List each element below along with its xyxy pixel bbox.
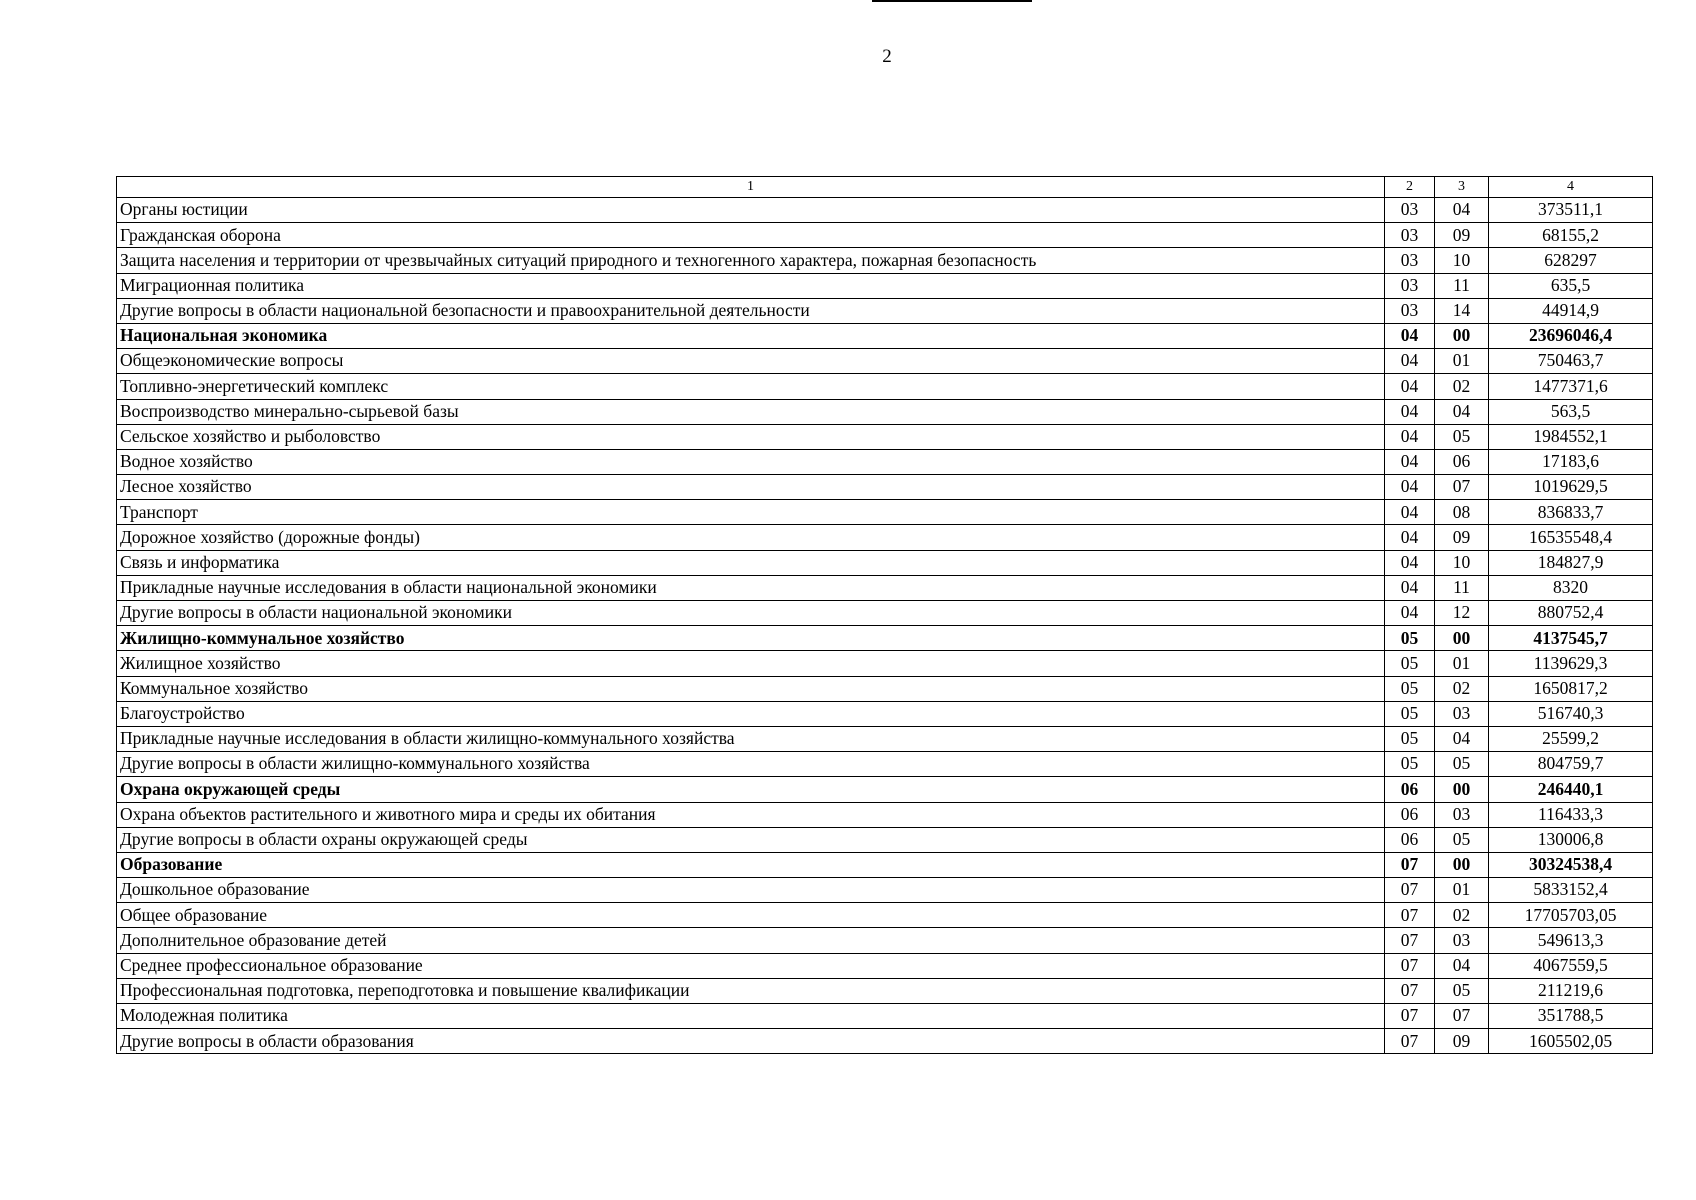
row-podrazdel-cell: 09 <box>1435 223 1489 248</box>
row-podrazdel-cell: 05 <box>1435 978 1489 1003</box>
row-name-cell: Другие вопросы в области национальной экономики <box>117 601 1385 626</box>
row-podrazdel-cell: 01 <box>1435 651 1489 676</box>
row-name-cell: Коммунальное хозяйство <box>117 676 1385 701</box>
row-podrazdel-cell: 11 <box>1435 273 1489 298</box>
row-razdel-cell: 06 <box>1385 827 1435 852</box>
row-name-cell: Водное хозяйство <box>117 449 1385 474</box>
row-amount-cell: 44914,9 <box>1489 298 1653 323</box>
row-amount-cell: 804759,7 <box>1489 752 1653 777</box>
row-name-cell: Дошкольное образование <box>117 878 1385 903</box>
row-podrazdel-cell: 10 <box>1435 550 1489 575</box>
row-podrazdel-cell: 09 <box>1435 525 1489 550</box>
row-podrazdel-cell: 02 <box>1435 676 1489 701</box>
table-row <box>117 928 1653 953</box>
row-podrazdel-cell: 04 <box>1435 726 1489 751</box>
table-row <box>117 802 1653 827</box>
table-row <box>117 575 1653 600</box>
row-razdel-cell: 05 <box>1385 651 1435 676</box>
row-razdel-cell: 04 <box>1385 449 1435 474</box>
row-amount-cell: 68155,2 <box>1489 223 1653 248</box>
row-razdel-cell: 04 <box>1385 349 1435 374</box>
row-name-cell: Общеэкономические вопросы <box>117 349 1385 374</box>
row-razdel-cell: 06 <box>1385 777 1435 802</box>
row-podrazdel-cell: 03 <box>1435 802 1489 827</box>
table-row <box>117 323 1653 348</box>
row-amount-cell: 628297 <box>1489 248 1653 273</box>
row-amount-cell: 4137545,7 <box>1489 626 1653 651</box>
row-amount-cell: 130006,8 <box>1489 827 1653 852</box>
row-podrazdel-cell: 01 <box>1435 349 1489 374</box>
row-razdel-cell: 05 <box>1385 701 1435 726</box>
table-row <box>117 953 1653 978</box>
row-razdel-cell: 06 <box>1385 802 1435 827</box>
row-podrazdel-cell: 02 <box>1435 903 1489 928</box>
row-podrazdel-cell: 09 <box>1435 1029 1489 1054</box>
table-row <box>117 903 1653 928</box>
table-row <box>117 777 1653 802</box>
row-name-cell: Профессиональная подготовка, переподготовка и повышение квалификации <box>117 978 1385 1003</box>
row-amount-cell: 17183,6 <box>1489 449 1653 474</box>
row-amount-cell: 750463,7 <box>1489 349 1653 374</box>
row-name-cell: Благоустройство <box>117 701 1385 726</box>
row-razdel-cell: 07 <box>1385 1029 1435 1054</box>
row-razdel-cell: 05 <box>1385 752 1435 777</box>
row-podrazdel-cell: 00 <box>1435 852 1489 877</box>
row-amount-cell: 1984552,1 <box>1489 424 1653 449</box>
row-amount-cell: 1650817,2 <box>1489 676 1653 701</box>
row-razdel-cell: 04 <box>1385 550 1435 575</box>
row-amount-cell: 8320 <box>1489 575 1653 600</box>
table-row <box>117 298 1653 323</box>
row-amount-cell: 880752,4 <box>1489 601 1653 626</box>
row-amount-cell: 16535548,4 <box>1489 525 1653 550</box>
row-name-cell: Молодежная политика <box>117 1004 1385 1029</box>
table-row <box>117 273 1653 298</box>
row-razdel-cell: 03 <box>1385 273 1435 298</box>
row-razdel-cell: 04 <box>1385 500 1435 525</box>
row-amount-cell: 17705703,05 <box>1489 903 1653 928</box>
table-row <box>117 752 1653 777</box>
row-podrazdel-cell: 03 <box>1435 701 1489 726</box>
table-row <box>117 978 1653 1003</box>
row-razdel-cell: 04 <box>1385 475 1435 500</box>
row-razdel-cell: 04 <box>1385 374 1435 399</box>
row-name-cell: Национальная экономика <box>117 323 1385 348</box>
row-name-cell: Лесное хозяйство <box>117 475 1385 500</box>
row-amount-cell: 4067559,5 <box>1489 953 1653 978</box>
row-amount-cell: 1139629,3 <box>1489 651 1653 676</box>
row-razdel-cell: 03 <box>1385 198 1435 223</box>
column-header-3: 3 <box>1435 177 1489 198</box>
row-podrazdel-cell: 07 <box>1435 1004 1489 1029</box>
row-name-cell: Охрана объектов растительного и животного мира и среды их обитания <box>117 802 1385 827</box>
row-name-cell: Общее образование <box>117 903 1385 928</box>
row-razdel-cell: 04 <box>1385 323 1435 348</box>
table-row <box>117 550 1653 575</box>
row-name-cell: Транспорт <box>117 500 1385 525</box>
table-row <box>117 223 1653 248</box>
row-amount-cell: 516740,3 <box>1489 701 1653 726</box>
column-header-4: 4 <box>1489 177 1653 198</box>
row-razdel-cell: 07 <box>1385 878 1435 903</box>
row-razdel-cell: 07 <box>1385 1004 1435 1029</box>
table-row <box>117 1004 1653 1029</box>
row-podrazdel-cell: 12 <box>1435 601 1489 626</box>
table-row <box>117 500 1653 525</box>
row-podrazdel-cell: 04 <box>1435 399 1489 424</box>
table-row <box>117 626 1653 651</box>
table-row <box>117 852 1653 877</box>
table-row <box>117 374 1653 399</box>
row-podrazdel-cell: 07 <box>1435 475 1489 500</box>
row-name-cell: Защита населения и территории от чрезвычайных ситуаций природного и техногенного характера, пожарная безопасность <box>117 248 1385 273</box>
row-podrazdel-cell: 03 <box>1435 928 1489 953</box>
row-name-cell: Охрана окружающей среды <box>117 777 1385 802</box>
row-name-cell: Жилищно-коммунальное хозяйство <box>117 626 1385 651</box>
row-razdel-cell: 05 <box>1385 676 1435 701</box>
row-amount-cell: 836833,7 <box>1489 500 1653 525</box>
table-row <box>117 475 1653 500</box>
row-razdel-cell: 07 <box>1385 852 1435 877</box>
row-name-cell: Миграционная политика <box>117 273 1385 298</box>
row-amount-cell: 184827,9 <box>1489 550 1653 575</box>
row-razdel-cell: 07 <box>1385 978 1435 1003</box>
row-amount-cell: 351788,5 <box>1489 1004 1653 1029</box>
row-podrazdel-cell: 11 <box>1435 575 1489 600</box>
row-podrazdel-cell: 06 <box>1435 449 1489 474</box>
row-podrazdel-cell: 05 <box>1435 827 1489 852</box>
row-name-cell: Прикладные научные исследования в области национальной экономики <box>117 575 1385 600</box>
row-podrazdel-cell: 08 <box>1435 500 1489 525</box>
row-amount-cell: 1019629,5 <box>1489 475 1653 500</box>
row-name-cell: Воспроизводство минерально-сырьевой базы <box>117 399 1385 424</box>
row-razdel-cell: 04 <box>1385 575 1435 600</box>
table-row <box>117 349 1653 374</box>
row-razdel-cell: 04 <box>1385 601 1435 626</box>
row-amount-cell: 211219,6 <box>1489 978 1653 1003</box>
row-podrazdel-cell: 01 <box>1435 878 1489 903</box>
row-podrazdel-cell: 04 <box>1435 953 1489 978</box>
table-row <box>117 449 1653 474</box>
row-name-cell: Связь и информатика <box>117 550 1385 575</box>
row-razdel-cell: 07 <box>1385 953 1435 978</box>
row-name-cell: Дорожное хозяйство (дорожные фонды) <box>117 525 1385 550</box>
row-name-cell: Дополнительное образование детей <box>117 928 1385 953</box>
table-row <box>117 424 1653 449</box>
table-row <box>117 525 1653 550</box>
table-row <box>117 651 1653 676</box>
row-razdel-cell: 03 <box>1385 248 1435 273</box>
row-amount-cell: 246440,1 <box>1489 777 1653 802</box>
row-podrazdel-cell: 04 <box>1435 198 1489 223</box>
table-header-row <box>117 177 1653 198</box>
table-row <box>117 701 1653 726</box>
row-amount-cell: 1605502,05 <box>1489 1029 1653 1054</box>
row-razdel-cell: 03 <box>1385 298 1435 323</box>
row-amount-cell: 23696046,4 <box>1489 323 1653 348</box>
row-amount-cell: 563,5 <box>1489 399 1653 424</box>
row-razdel-cell: 03 <box>1385 223 1435 248</box>
row-razdel-cell: 07 <box>1385 928 1435 953</box>
table-body <box>117 177 1653 1054</box>
row-name-cell: Гражданская оборона <box>117 223 1385 248</box>
row-podrazdel-cell: 14 <box>1435 298 1489 323</box>
row-name-cell: Другие вопросы в области образования <box>117 1029 1385 1054</box>
row-razdel-cell: 05 <box>1385 726 1435 751</box>
row-name-cell: Прикладные научные исследования в области жилищно-коммунального хозяйства <box>117 726 1385 751</box>
row-razdel-cell: 05 <box>1385 626 1435 651</box>
top-rule <box>872 0 1032 2</box>
table-row <box>117 198 1653 223</box>
row-podrazdel-cell: 00 <box>1435 777 1489 802</box>
row-name-cell: Образование <box>117 852 1385 877</box>
row-amount-cell: 30324538,4 <box>1489 852 1653 877</box>
table-row <box>117 726 1653 751</box>
row-podrazdel-cell: 00 <box>1435 323 1489 348</box>
row-amount-cell: 116433,3 <box>1489 802 1653 827</box>
row-podrazdel-cell: 10 <box>1435 248 1489 273</box>
budget-table <box>116 176 1653 1054</box>
row-podrazdel-cell: 02 <box>1435 374 1489 399</box>
row-razdel-cell: 04 <box>1385 525 1435 550</box>
row-name-cell: Другие вопросы в области охраны окружающей среды <box>117 827 1385 852</box>
row-name-cell: Другие вопросы в области национальной безопасности и правоохранительной деятельности <box>117 298 1385 323</box>
table-row <box>117 827 1653 852</box>
table-row <box>117 399 1653 424</box>
row-name-cell: Топливно-энергетический комплекс <box>117 374 1385 399</box>
row-amount-cell: 25599,2 <box>1489 726 1653 751</box>
row-amount-cell: 635,5 <box>1489 273 1653 298</box>
table-row <box>117 248 1653 273</box>
row-razdel-cell: 07 <box>1385 903 1435 928</box>
column-header-1: 1 <box>117 177 1385 198</box>
row-razdel-cell: 04 <box>1385 424 1435 449</box>
row-podrazdel-cell: 05 <box>1435 424 1489 449</box>
row-name-cell: Другие вопросы в области жилищно-коммунального хозяйства <box>117 752 1385 777</box>
row-amount-cell: 5833152,4 <box>1489 878 1653 903</box>
page-number: 2 <box>882 46 892 67</box>
table-row <box>117 878 1653 903</box>
column-header-2: 2 <box>1385 177 1435 198</box>
row-podrazdel-cell: 00 <box>1435 626 1489 651</box>
row-amount-cell: 373511,1 <box>1489 198 1653 223</box>
table-row <box>117 1029 1653 1054</box>
row-podrazdel-cell: 05 <box>1435 752 1489 777</box>
table-row <box>117 601 1653 626</box>
table-row <box>117 676 1653 701</box>
row-name-cell: Жилищное хозяйство <box>117 651 1385 676</box>
row-name-cell: Сельское хозяйство и рыболовство <box>117 424 1385 449</box>
row-amount-cell: 549613,3 <box>1489 928 1653 953</box>
row-amount-cell: 1477371,6 <box>1489 374 1653 399</box>
row-razdel-cell: 04 <box>1385 399 1435 424</box>
row-name-cell: Органы юстиции <box>117 198 1385 223</box>
row-name-cell: Среднее профессиональное образование <box>117 953 1385 978</box>
